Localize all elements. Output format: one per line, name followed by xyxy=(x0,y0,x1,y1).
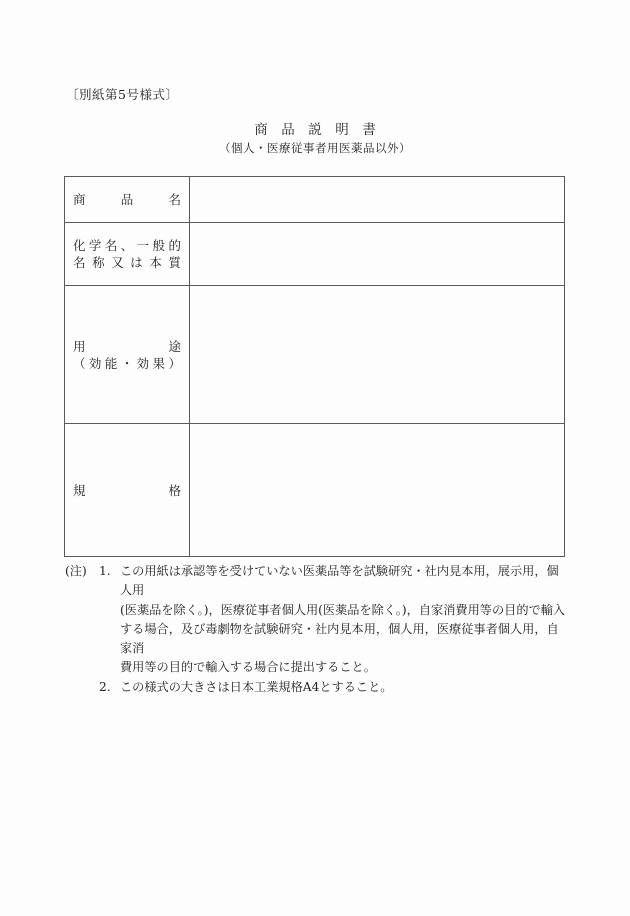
notes-marker: (注) xyxy=(65,564,87,578)
notes-list xyxy=(99,562,567,697)
note-item-2 xyxy=(99,678,567,697)
value-cell-chemical-name xyxy=(190,223,565,286)
table-row-usage xyxy=(65,286,565,424)
row-label-chemical-name xyxy=(65,223,190,286)
row-label-text: （ 効 能 ・ 効 果 ） xyxy=(73,355,181,371)
table-row-product-name xyxy=(65,177,565,223)
page-title: 商品説明書 xyxy=(254,122,390,138)
value-cell-product-name xyxy=(190,177,565,223)
row-label-text: 化 学 名 、 一 般 的 xyxy=(73,238,181,253)
value-cell-usage xyxy=(190,286,565,424)
note-line: (医薬品を除く。)，医療従事者個人用(医薬品を除く。)，自家消費用等の目的で輸入 xyxy=(120,602,566,617)
table-row-specification xyxy=(65,424,565,557)
row-label-text: 名 称 又 は 本 質 xyxy=(73,255,181,270)
row-label-text: 規 格 xyxy=(73,482,181,498)
form-code-label: 〔別紙第5号様式〕 xyxy=(66,87,179,102)
note-number: 2. xyxy=(99,679,111,694)
table-row-chemical-name xyxy=(65,223,565,286)
page-subtitle: （個人・医療従事者用医薬品以外） xyxy=(219,141,411,155)
note-item-1 xyxy=(99,562,567,678)
note-line: する場合，及び毒劇物を試験研究・社内見本用，個人用，医療従事者個人用，自家消 xyxy=(120,621,559,656)
note-text xyxy=(120,678,567,697)
row-label-text: 用 途 xyxy=(73,338,181,354)
value-cell-specification xyxy=(190,424,565,557)
row-label-product-name xyxy=(65,177,190,223)
note-line: この用紙は承認等を受けていない医薬品等を試験研究・社内見本用，展示用，個人用 xyxy=(120,564,559,598)
note-line: この様式の大きさは日本工業規格A4とすること。 xyxy=(120,679,393,694)
notes-section xyxy=(65,562,567,697)
note-number: 1. xyxy=(99,564,111,578)
row-label-text: 商 品 名 xyxy=(73,192,181,207)
product-description-table xyxy=(64,176,565,557)
note-line: 費用等の目的で輸入する場合に提出すること。 xyxy=(120,660,376,675)
note-text xyxy=(120,562,567,678)
row-label-usage xyxy=(65,286,190,424)
row-label-specification xyxy=(65,424,190,557)
